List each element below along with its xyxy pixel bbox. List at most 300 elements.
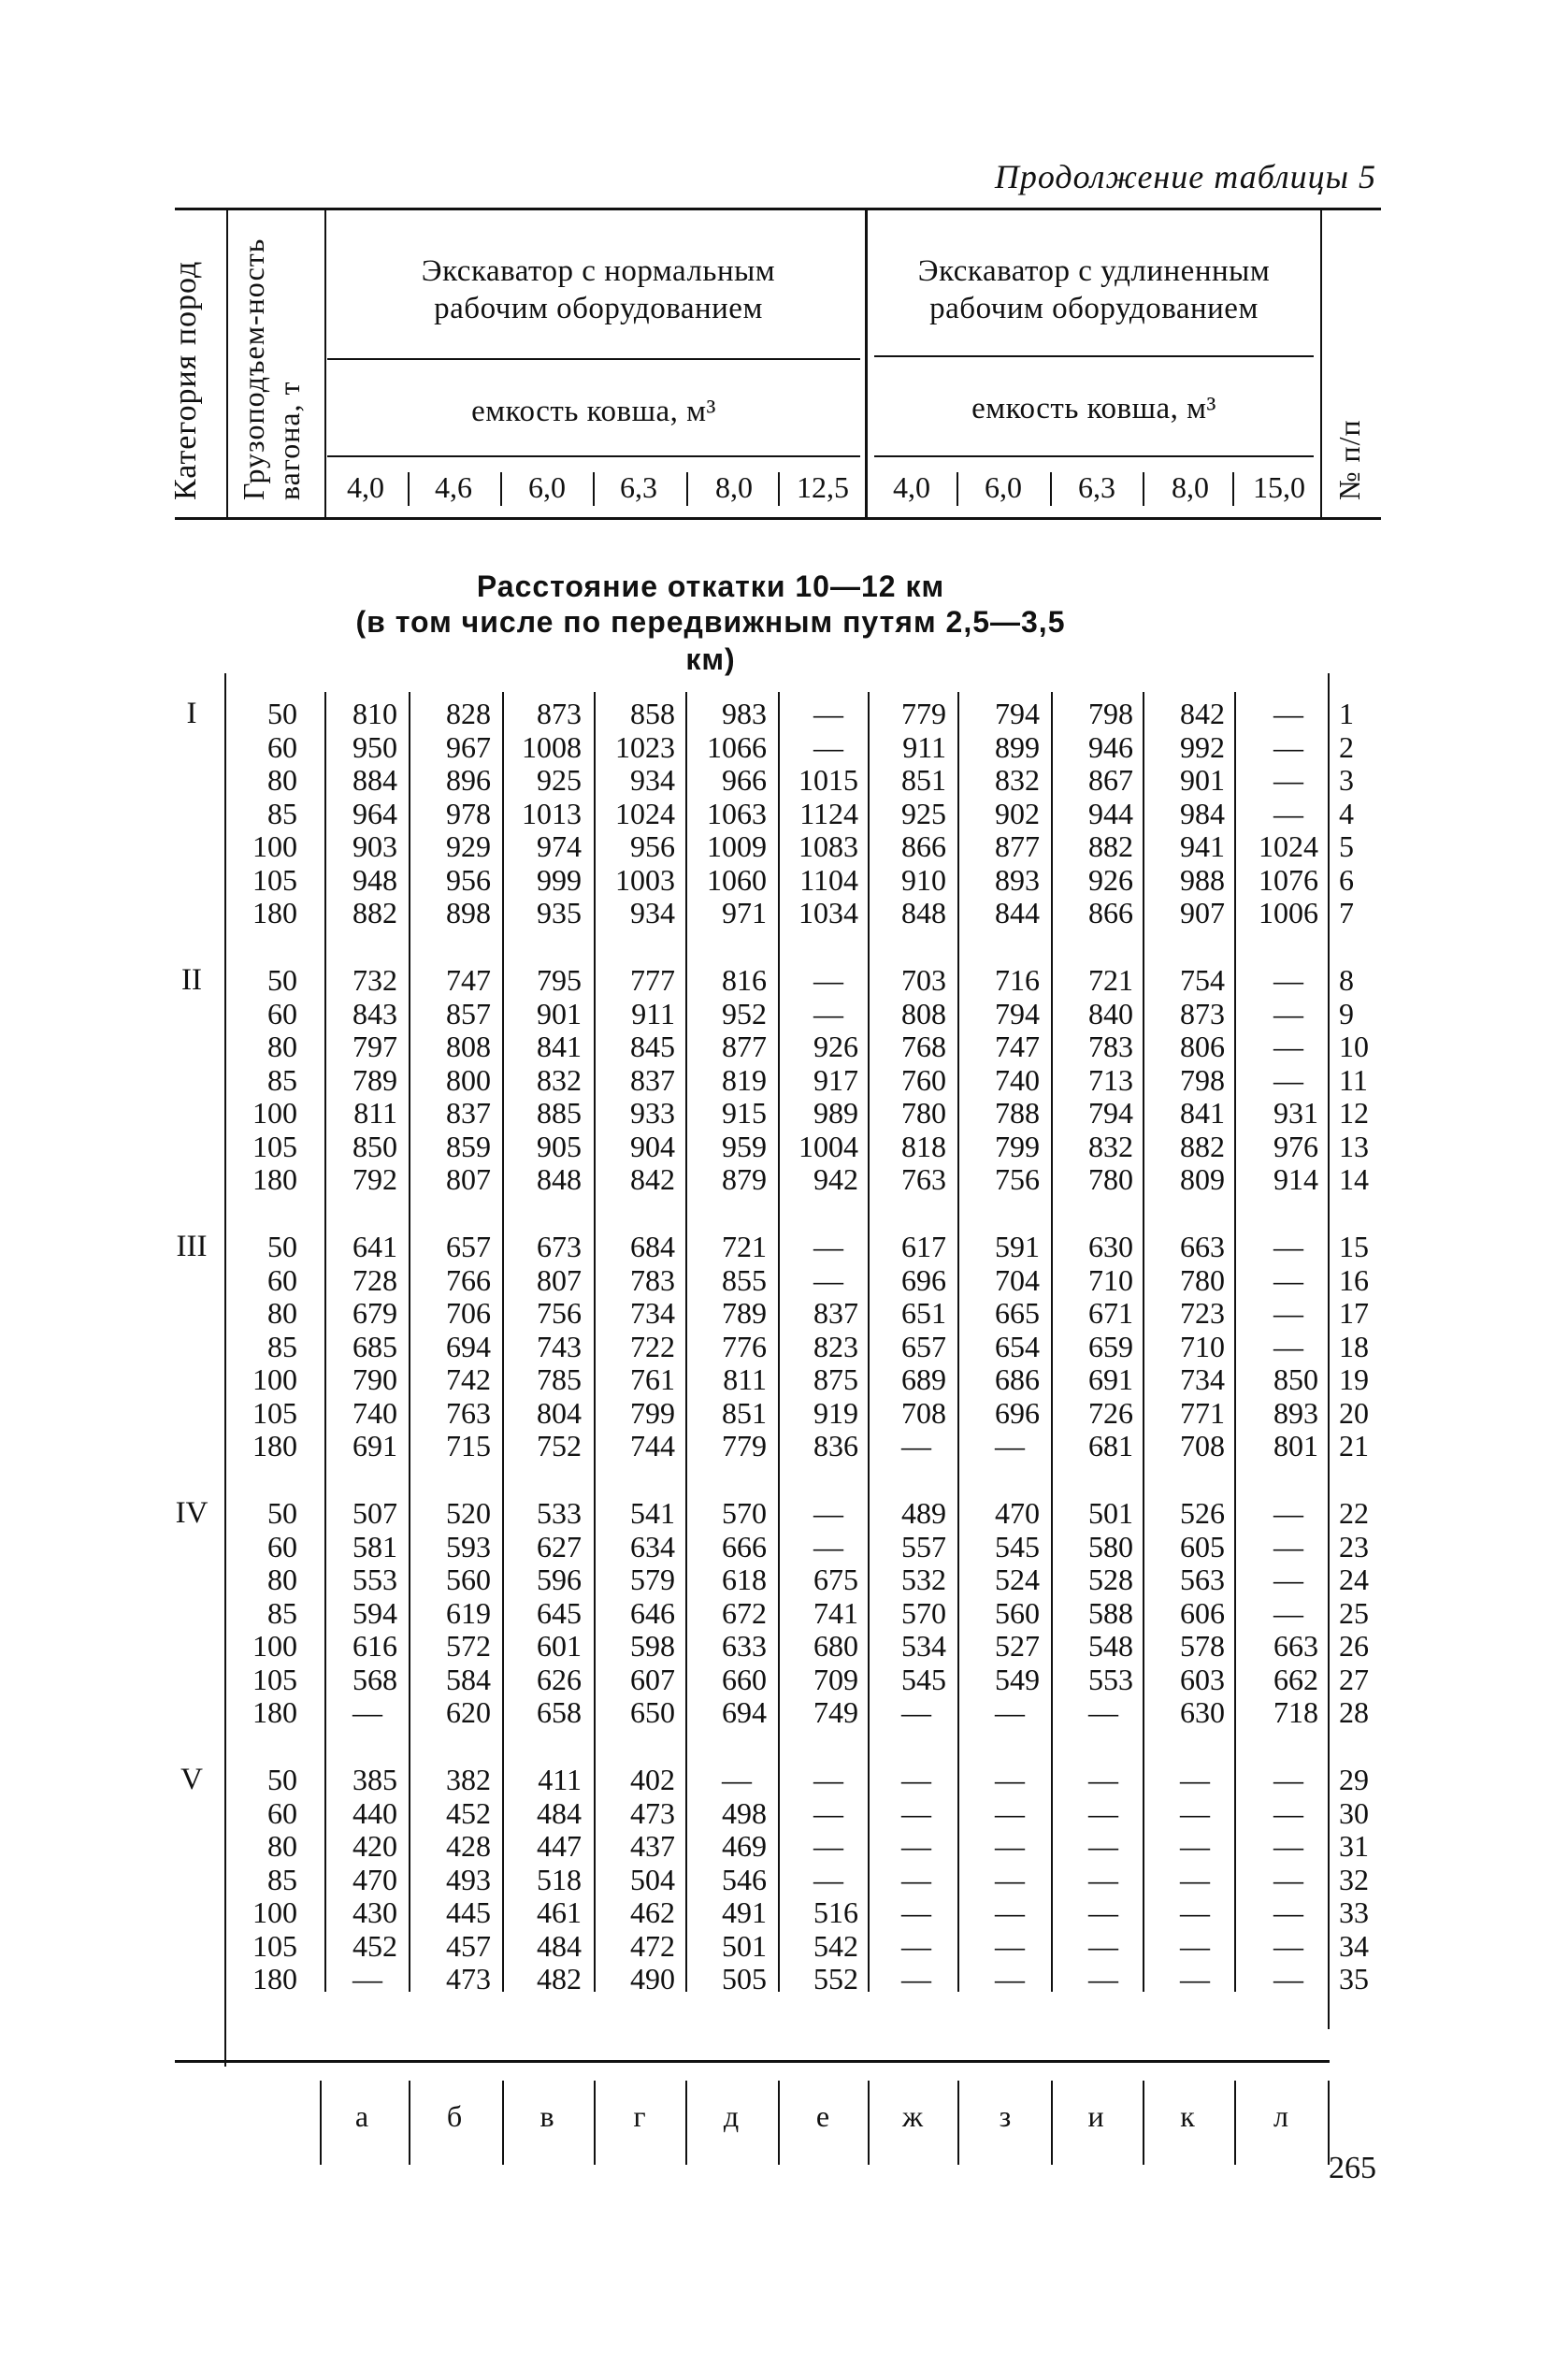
value-cell: — — [1088, 1796, 1118, 1830]
header-divider — [324, 210, 326, 519]
value-cell: 1066 — [707, 730, 767, 764]
value-cell: 607 — [630, 1663, 675, 1696]
capacity-header — [236, 220, 307, 500]
value-cell: 402 — [630, 1763, 675, 1796]
value-cell: 819 — [722, 1063, 767, 1097]
row-number-cell: 34 — [1339, 1929, 1369, 1963]
value-cell: — — [1273, 1030, 1303, 1063]
value-cell: 646 — [630, 1596, 675, 1630]
value-cell: 428 — [446, 1829, 491, 1863]
value-cell: 641 — [352, 1230, 397, 1263]
wagon-capacity-cell: 80 — [267, 1563, 297, 1596]
value-cell: 654 — [995, 1330, 1040, 1363]
row-number-cell: 22 — [1339, 1496, 1369, 1530]
value-cell: 808 — [901, 997, 946, 1030]
value-cell: 925 — [537, 763, 582, 797]
value-cell: 950 — [352, 730, 397, 764]
value-cell: 445 — [446, 1895, 491, 1929]
value-cell: 799 — [630, 1396, 675, 1430]
value-cell: 1003 — [615, 863, 675, 897]
value-cell: — — [813, 1230, 843, 1263]
value-cell: 941 — [1180, 829, 1225, 863]
value-cell: 473 — [630, 1796, 675, 1830]
wagon-capacity-cell: 50 — [267, 1230, 297, 1263]
extended-bucket-label: емкость ковша, м³ — [971, 392, 1216, 425]
value-cell: 626 — [537, 1663, 582, 1696]
wagon-capacity-cell: 100 — [252, 1629, 297, 1663]
value-cell: 749 — [813, 1695, 858, 1729]
capacity-value: 12,5 — [797, 470, 849, 504]
value-cell: 959 — [722, 1130, 767, 1163]
value-cell: 596 — [537, 1563, 582, 1596]
value-cell: 545 — [995, 1530, 1040, 1563]
capacity-separator — [1143, 472, 1144, 506]
value-cell: 606 — [1180, 1596, 1225, 1630]
value-cell: — — [1273, 1563, 1303, 1596]
value-cell: 689 — [901, 1362, 946, 1396]
body-divider — [868, 692, 870, 1992]
body-divider — [594, 692, 596, 1992]
value-cell: 799 — [995, 1130, 1040, 1163]
value-cell: 726 — [1088, 1396, 1133, 1430]
value-cell: — — [1180, 1895, 1210, 1929]
value-cell: 837 — [630, 1063, 675, 1097]
column-letter: л — [1273, 2099, 1288, 2133]
wagon-capacity-cell: 100 — [252, 829, 297, 863]
value-cell: 811 — [723, 1362, 767, 1396]
normal-group-rule — [327, 358, 860, 360]
value-cell: 708 — [901, 1396, 946, 1430]
column-letter: б — [446, 2099, 463, 2133]
value-cell: — — [1273, 1330, 1303, 1363]
letter-separator — [1143, 2081, 1144, 2165]
value-cell: — — [1273, 1829, 1303, 1863]
value-cell: — — [995, 1863, 1025, 1896]
row-number-cell: 4 — [1339, 797, 1354, 830]
value-cell: 988 — [1180, 863, 1225, 897]
value-cell: — — [1273, 763, 1303, 797]
value-cell: — — [995, 1962, 1025, 1996]
value-cell: 984 — [1180, 797, 1225, 830]
value-cell: 898 — [446, 896, 491, 929]
value-cell: 472 — [630, 1929, 675, 1963]
capacity-separator — [957, 472, 958, 506]
body-divider — [1051, 692, 1053, 1992]
value-cell: 533 — [537, 1496, 582, 1530]
column-letter: г — [633, 2099, 646, 2133]
value-cell: 857 — [446, 997, 491, 1030]
value-cell: 801 — [1273, 1429, 1318, 1462]
value-cell: 845 — [630, 1030, 675, 1063]
value-cell: 926 — [813, 1030, 858, 1063]
value-cell: 752 — [537, 1429, 582, 1462]
wagon-capacity-cell: 60 — [267, 1796, 297, 1830]
value-cell: 789 — [722, 1296, 767, 1330]
body-divider — [1143, 692, 1144, 1992]
value-cell: 763 — [446, 1396, 491, 1430]
letter-separator — [409, 2081, 410, 2165]
value-cell: 598 — [630, 1629, 675, 1663]
value-cell: 926 — [1088, 863, 1133, 897]
value-cell: 528 — [1088, 1563, 1133, 1596]
row-number-cell: 33 — [1339, 1895, 1369, 1929]
value-cell: 794 — [995, 697, 1040, 730]
value-cell: 501 — [1088, 1496, 1133, 1530]
capacity-value: 6,0 — [985, 470, 1022, 504]
value-cell: 703 — [901, 963, 946, 997]
value-cell: — — [901, 1763, 931, 1796]
value-cell: 756 — [537, 1296, 582, 1330]
value-cell: 859 — [446, 1130, 491, 1163]
value-cell: — — [1088, 1863, 1118, 1896]
value-cell: 650 — [630, 1695, 675, 1729]
capacity-separator — [593, 472, 595, 506]
wagon-capacity-cell: 100 — [252, 1096, 297, 1130]
wagon-capacity-cell: 60 — [267, 997, 297, 1030]
table-caption: Продолжение таблицы 5 — [994, 158, 1376, 195]
value-cell: — — [995, 1796, 1025, 1830]
letter-separator — [502, 2081, 504, 2165]
value-cell: 747 — [995, 1030, 1040, 1063]
row-number-cell: 19 — [1339, 1362, 1369, 1396]
wagon-capacity-cell: 80 — [267, 763, 297, 797]
value-cell: 780 — [1180, 1263, 1225, 1297]
value-cell: 498 — [722, 1796, 767, 1830]
wagon-capacity-cell: 100 — [252, 1362, 297, 1396]
value-cell: 899 — [995, 730, 1040, 764]
value-cell: 858 — [630, 697, 675, 730]
value-cell: 811 — [353, 1096, 397, 1130]
value-cell: 873 — [537, 697, 582, 730]
value-cell: 999 — [537, 863, 582, 897]
capacity-value: 4,0 — [347, 470, 384, 504]
value-cell: 520 — [446, 1496, 491, 1530]
value-cell: 721 — [1088, 963, 1133, 997]
capacity-value: 4,0 — [893, 470, 930, 504]
value-cell: — — [1273, 797, 1303, 830]
value-cell: 584 — [446, 1663, 491, 1696]
value-cell: — — [1273, 1929, 1303, 1963]
value-cell: 948 — [352, 863, 397, 897]
column-letter: и — [1087, 2099, 1104, 2133]
letter-separator — [1234, 2081, 1236, 2165]
column-letter: з — [999, 2099, 1012, 2133]
normal-group-header: Экскаватор с нормальным рабочим оборудованием — [421, 254, 776, 325]
value-cell: — — [1088, 1763, 1118, 1796]
wagon-capacity-cell: 105 — [252, 863, 297, 897]
value-cell: — — [1180, 1929, 1210, 1963]
value-cell: 516 — [813, 1895, 858, 1929]
value-cell: 541 — [630, 1496, 675, 1530]
value-cell: — — [1273, 1530, 1303, 1563]
value-cell: 552 — [813, 1962, 858, 1996]
value-cell: 837 — [813, 1296, 858, 1330]
value-cell: 594 — [352, 1596, 397, 1630]
value-cell: 914 — [1273, 1162, 1318, 1196]
value-cell: 452 — [446, 1796, 491, 1830]
value-cell: 742 — [446, 1362, 491, 1396]
row-number-cell: 32 — [1339, 1863, 1369, 1896]
value-cell: 691 — [1088, 1362, 1133, 1396]
letter-separator — [685, 2081, 687, 2165]
value-cell: 841 — [1180, 1096, 1225, 1130]
wagon-capacity-cell: 105 — [252, 1663, 297, 1696]
value-cell: 618 — [722, 1563, 767, 1596]
wagon-capacity-cell: 85 — [267, 1330, 297, 1363]
value-cell: 783 — [1088, 1030, 1133, 1063]
value-cell: 978 — [446, 797, 491, 830]
value-cell: 828 — [446, 697, 491, 730]
value-cell: 740 — [995, 1063, 1040, 1097]
value-cell: 1008 — [522, 730, 582, 764]
row-number-cell: 21 — [1339, 1429, 1369, 1462]
capacity-value: 6,3 — [1078, 470, 1115, 504]
value-cell: 634 — [630, 1530, 675, 1563]
value-cell: — — [1088, 1695, 1118, 1729]
row-number-cell: 12 — [1339, 1096, 1369, 1130]
value-cell: 850 — [1273, 1362, 1318, 1396]
column-letter: к — [1180, 2099, 1195, 2133]
row-number-cell: 25 — [1339, 1596, 1369, 1630]
capacity-value: 8,0 — [1172, 470, 1209, 504]
value-cell: 675 — [813, 1563, 858, 1596]
value-cell: 447 — [537, 1829, 582, 1863]
value-cell: 976 — [1273, 1130, 1318, 1163]
value-cell: 848 — [537, 1162, 582, 1196]
value-cell: 601 — [537, 1629, 582, 1663]
row-number-cell: 2 — [1339, 730, 1354, 764]
value-cell: 572 — [446, 1629, 491, 1663]
value-cell: 967 — [446, 730, 491, 764]
value-cell: 884 — [352, 763, 397, 797]
wagon-capacity-cell: 85 — [267, 1063, 297, 1097]
value-cell: 836 — [813, 1429, 858, 1462]
row-number-cell: 8 — [1339, 963, 1354, 997]
letter-separator — [868, 2081, 870, 2165]
value-cell: 823 — [813, 1330, 858, 1363]
capacity-header-text: Грузоподъем-ность вагона, т — [237, 238, 306, 500]
value-cell: 440 — [352, 1796, 397, 1830]
value-cell: 933 — [630, 1096, 675, 1130]
row-number-cell: 7 — [1339, 896, 1354, 929]
header-top-rule — [175, 208, 1381, 210]
wagon-capacity-cell: 85 — [267, 1863, 297, 1896]
value-cell: 804 — [537, 1396, 582, 1430]
value-cell: — — [813, 1863, 843, 1896]
body-divider — [957, 692, 959, 1992]
value-cell: 734 — [1180, 1362, 1225, 1396]
value-cell: 680 — [813, 1629, 858, 1663]
value-cell: 763 — [901, 1162, 946, 1196]
value-cell: — — [813, 1263, 843, 1297]
value-cell: — — [995, 1829, 1025, 1863]
value-cell: — — [1273, 1962, 1303, 1996]
value-cell: — — [995, 1763, 1025, 1796]
value-cell: 603 — [1180, 1663, 1225, 1696]
wagon-capacity-cell: 100 — [252, 1895, 297, 1929]
value-cell: 491 — [722, 1895, 767, 1929]
value-cell: 420 — [352, 1829, 397, 1863]
value-cell: 534 — [901, 1629, 946, 1663]
value-cell: 713 — [1088, 1063, 1133, 1097]
wagon-capacity-cell: 180 — [252, 1162, 297, 1196]
value-cell: 832 — [537, 1063, 582, 1097]
value-cell: — — [352, 1695, 382, 1729]
category-header: Категория пород — [168, 260, 203, 500]
value-cell: 832 — [995, 763, 1040, 797]
value-cell: 591 — [995, 1230, 1040, 1263]
value-cell: 1083 — [798, 829, 858, 863]
column-letter: ж — [901, 2099, 924, 2133]
row-number-cell: 15 — [1339, 1230, 1369, 1263]
wagon-capacity-cell: 105 — [252, 1396, 297, 1430]
value-cell: 956 — [446, 863, 491, 897]
value-cell: 905 — [537, 1130, 582, 1163]
value-cell: 659 — [1088, 1330, 1133, 1363]
value-cell: 760 — [901, 1063, 946, 1097]
header-bottom-rule — [175, 517, 1381, 520]
value-cell: 1124 — [799, 797, 858, 830]
wagon-capacity-cell: 85 — [267, 797, 297, 830]
row-number-cell: 28 — [1339, 1695, 1369, 1729]
row-number-cell: 17 — [1339, 1296, 1369, 1330]
value-cell: 797 — [352, 1030, 397, 1063]
row-number-cell: 1 — [1339, 697, 1354, 730]
value-cell: — — [1180, 1863, 1210, 1896]
value-cell: 851 — [901, 763, 946, 797]
value-cell: 875 — [813, 1362, 858, 1396]
value-cell: 710 — [1180, 1330, 1225, 1363]
value-cell: 671 — [1088, 1296, 1133, 1330]
value-cell: 462 — [630, 1895, 675, 1929]
column-letter: д — [723, 2099, 740, 2133]
value-cell: 493 — [446, 1863, 491, 1896]
row-number-cell: 11 — [1339, 1063, 1368, 1097]
value-cell: 557 — [901, 1530, 946, 1563]
value-cell: 882 — [352, 896, 397, 929]
value-cell: 816 — [722, 963, 767, 997]
value-cell: 795 — [537, 963, 582, 997]
value-cell: 877 — [722, 1030, 767, 1063]
capacity-value: 6,0 — [528, 470, 566, 504]
value-cell: — — [1180, 1796, 1210, 1830]
row-number-cell: 23 — [1339, 1530, 1369, 1563]
value-cell: 843 — [352, 997, 397, 1030]
value-cell: 633 — [722, 1629, 767, 1663]
wagon-capacity-cell: 180 — [252, 896, 297, 929]
value-cell: 1004 — [798, 1130, 858, 1163]
value-cell: 931 — [1273, 1096, 1318, 1130]
value-cell: 1063 — [707, 797, 767, 830]
value-cell: — — [901, 1796, 931, 1830]
value-cell: 877 — [995, 829, 1040, 863]
value-cell: 766 — [446, 1263, 491, 1297]
value-cell: 657 — [901, 1330, 946, 1363]
value-cell: 560 — [995, 1596, 1040, 1630]
wagon-capacity-cell: 50 — [267, 1763, 297, 1796]
body-divider — [685, 692, 687, 1992]
value-cell: — — [901, 1895, 931, 1929]
value-cell: 709 — [813, 1663, 858, 1696]
value-cell: 716 — [995, 963, 1040, 997]
value-cell: — — [813, 1829, 843, 1863]
value-cell: 568 — [352, 1663, 397, 1696]
value-cell: 934 — [630, 896, 675, 929]
value-cell: 741 — [813, 1596, 858, 1630]
value-cell: — — [1273, 1263, 1303, 1297]
value-cell: 461 — [537, 1895, 582, 1929]
value-cell: 798 — [1088, 697, 1133, 730]
value-cell: 917 — [813, 1063, 858, 1097]
value-cell: 1104 — [799, 863, 858, 897]
value-cell: 665 — [995, 1296, 1040, 1330]
value-cell: 694 — [722, 1695, 767, 1729]
value-cell: — — [901, 1829, 931, 1863]
value-cell: 501 — [722, 1929, 767, 1963]
value-cell: 952 — [722, 997, 767, 1030]
value-cell: 966 — [722, 763, 767, 797]
value-cell: — — [1180, 1962, 1210, 1996]
value-cell: — — [722, 1763, 752, 1796]
section-title-line2: (в том числе по передвижным путям 2,5—3,5 км) — [355, 605, 1066, 676]
value-cell: 457 — [446, 1929, 491, 1963]
row-number-cell: 14 — [1339, 1162, 1369, 1196]
capacity-value: 4,6 — [435, 470, 472, 504]
value-cell: 658 — [537, 1695, 582, 1729]
value-cell: 929 — [446, 829, 491, 863]
row-number-cell: 3 — [1339, 763, 1354, 797]
row-number-cell: 10 — [1339, 1030, 1369, 1063]
value-cell: 974 — [537, 829, 582, 863]
body-divider — [1328, 673, 1330, 2029]
value-cell: 694 — [446, 1330, 491, 1363]
value-cell: 684 — [630, 1230, 675, 1263]
section-title-line1: Расстояние откатки 10—12 км — [476, 569, 945, 603]
value-cell: 794 — [995, 997, 1040, 1030]
value-cell: 896 — [446, 763, 491, 797]
letter-separator — [957, 2081, 959, 2165]
value-cell: — — [813, 997, 843, 1030]
value-cell: 411 — [538, 1763, 582, 1796]
value-cell: 809 — [1180, 1162, 1225, 1196]
value-cell: 482 — [537, 1962, 582, 1996]
column-letter: а — [354, 2099, 369, 2133]
value-cell: — — [352, 1962, 382, 1996]
value-cell: 484 — [537, 1796, 582, 1830]
wagon-capacity-cell: 60 — [267, 1263, 297, 1297]
value-cell: 983 — [722, 697, 767, 730]
value-cell: — — [1088, 1929, 1118, 1963]
value-cell: 617 — [901, 1230, 946, 1263]
value-cell: 893 — [1273, 1396, 1318, 1430]
value-cell: 545 — [901, 1663, 946, 1696]
rock-category-label: I — [186, 697, 197, 730]
value-cell: 553 — [352, 1563, 397, 1596]
value-cell: 850 — [352, 1130, 397, 1163]
value-cell: 627 — [537, 1530, 582, 1563]
value-cell: — — [1273, 1863, 1303, 1896]
value-cell: 910 — [901, 863, 946, 897]
letter-separator — [778, 2081, 780, 2165]
value-cell: 708 — [1180, 1429, 1225, 1462]
letter-separator — [594, 2081, 596, 2165]
row-number-cell: 24 — [1339, 1563, 1369, 1596]
value-cell: — — [813, 1763, 843, 1796]
value-cell: 549 — [995, 1663, 1040, 1696]
row-number-cell: 18 — [1339, 1330, 1369, 1363]
column-letter: в — [539, 2099, 554, 2133]
value-cell: 934 — [630, 763, 675, 797]
